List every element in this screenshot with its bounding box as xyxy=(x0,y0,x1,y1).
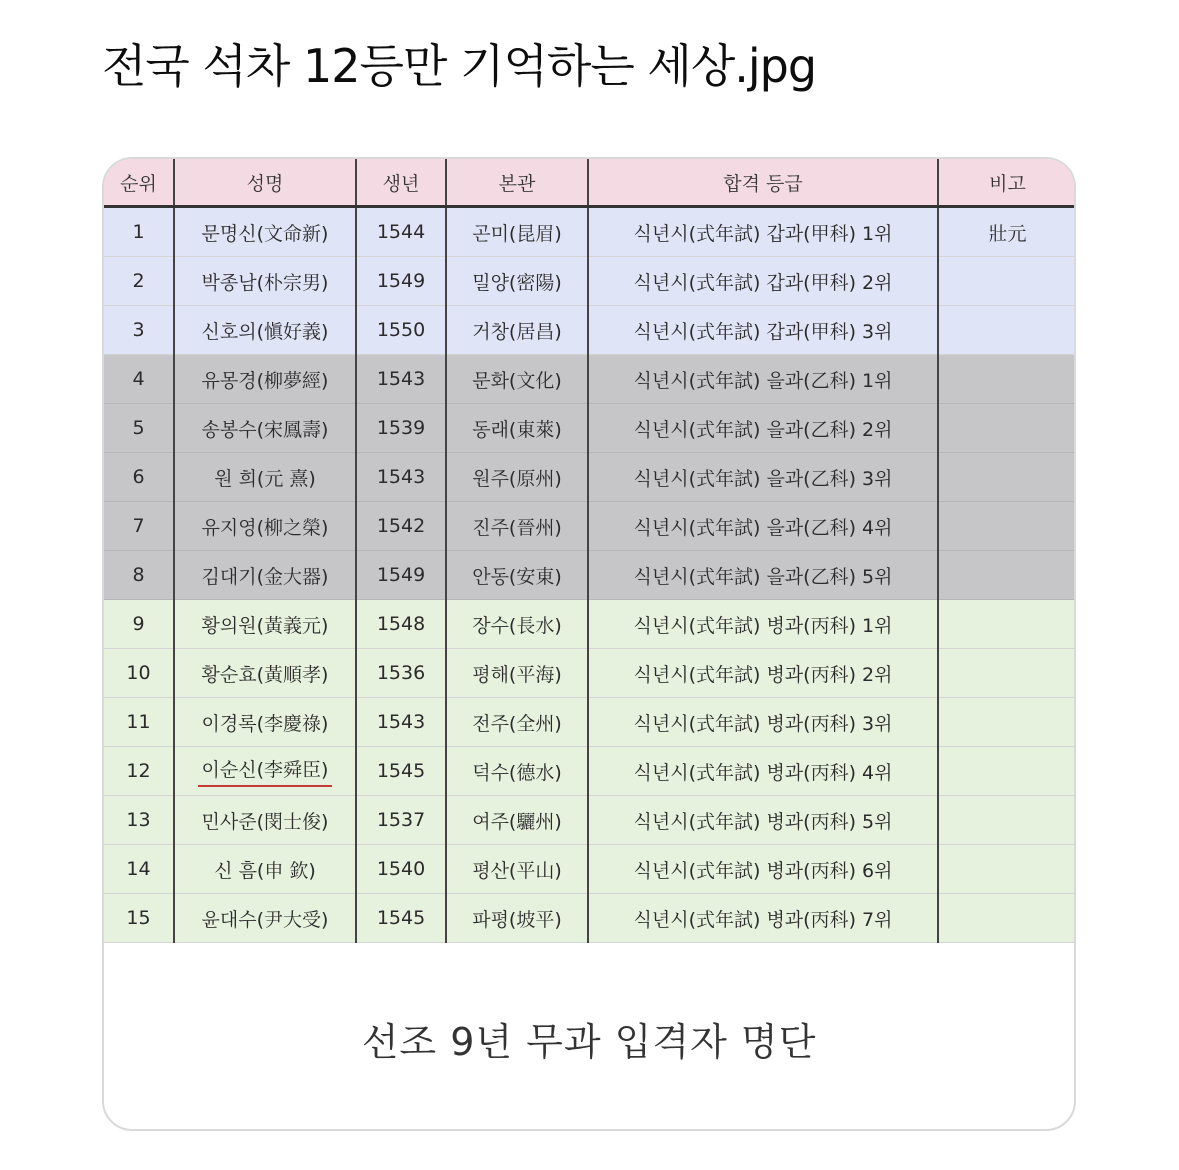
cell-name: 민사준(閔士俊) xyxy=(174,796,356,845)
table-row xyxy=(104,698,1076,747)
cell-rank: 2 xyxy=(104,257,174,306)
cell-note xyxy=(938,551,1076,600)
table-row xyxy=(104,747,1076,796)
cell-note xyxy=(938,453,1076,502)
cell-birth-year: 1549 xyxy=(356,257,446,306)
cell-rank: 1 xyxy=(104,207,174,257)
cell-grade: 식년시(式年試) 을과(乙科) 5위 xyxy=(588,551,938,600)
cell-birth-year: 1544 xyxy=(356,207,446,257)
cell-clan: 평산(平山) xyxy=(446,845,588,894)
header-birth-year: 생년 xyxy=(356,159,446,207)
cell-rank: 13 xyxy=(104,796,174,845)
table-row xyxy=(104,845,1076,894)
cell-note xyxy=(938,502,1076,551)
table-row xyxy=(104,796,1076,845)
table-row xyxy=(104,649,1076,698)
image-card[interactable] xyxy=(102,157,1076,1131)
table-body xyxy=(104,207,1076,943)
table-row xyxy=(104,207,1076,257)
cell-name: 황순효(黃順孝) xyxy=(174,649,356,698)
table-row xyxy=(104,502,1076,551)
cell-grade: 식년시(式年試) 을과(乙科) 1위 xyxy=(588,355,938,404)
header-name: 성명 xyxy=(174,159,356,207)
image-caption: 선조 9년 무과 입격자 명단 xyxy=(361,1020,817,1064)
cell-birth-year: 1536 xyxy=(356,649,446,698)
table-row xyxy=(104,404,1076,453)
cell-clan: 곤미(昆眉) xyxy=(446,207,588,257)
cell-clan: 동래(東萊) xyxy=(446,404,588,453)
cell-name xyxy=(174,747,356,796)
cell-rank: 15 xyxy=(104,894,174,943)
cell-clan: 파평(坡平) xyxy=(446,894,588,943)
cell-clan: 덕수(德水) xyxy=(446,747,588,796)
cell-grade: 식년시(式年試) 병과(丙科) 1위 xyxy=(588,600,938,649)
cell-clan: 장수(長水) xyxy=(446,600,588,649)
table-row xyxy=(104,306,1076,355)
cell-note xyxy=(938,257,1076,306)
cell-birth-year: 1542 xyxy=(356,502,446,551)
cell-note xyxy=(938,796,1076,845)
cell-name: 신호의(愼好義) xyxy=(174,306,356,355)
cell-rank: 11 xyxy=(104,698,174,747)
cell-grade: 식년시(式年試) 갑과(甲科) 1위 xyxy=(588,207,938,257)
cell-grade: 식년시(式年試) 을과(乙科) 4위 xyxy=(588,502,938,551)
cell-name: 유몽경(柳夢經) xyxy=(174,355,356,404)
cell-birth-year: 1545 xyxy=(356,894,446,943)
cell-rank: 5 xyxy=(104,404,174,453)
cell-rank: 12 xyxy=(104,747,174,796)
cell-note xyxy=(938,894,1076,943)
cell-note xyxy=(938,649,1076,698)
cell-name: 원 희(元 熹) xyxy=(174,453,356,502)
table-header-row xyxy=(104,159,1076,207)
cell-rank: 3 xyxy=(104,306,174,355)
cell-birth-year: 1539 xyxy=(356,404,446,453)
cell-birth-year: 1543 xyxy=(356,453,446,502)
table-row xyxy=(104,257,1076,306)
cell-name: 이경록(李慶祿) xyxy=(174,698,356,747)
cell-note xyxy=(938,306,1076,355)
cell-note: 壯元 xyxy=(938,207,1076,257)
cell-birth-year: 1549 xyxy=(356,551,446,600)
cell-name: 송봉수(宋鳳壽) xyxy=(174,404,356,453)
cell-grade: 식년시(式年試) 병과(丙科) 3위 xyxy=(588,698,938,747)
cell-note xyxy=(938,355,1076,404)
cell-birth-year: 1537 xyxy=(356,796,446,845)
cell-name: 문명신(文命新) xyxy=(174,207,356,257)
cell-clan: 원주(原州) xyxy=(446,453,588,502)
cell-note xyxy=(938,698,1076,747)
cell-rank: 8 xyxy=(104,551,174,600)
highlighted-name: 이순신(李舜臣) xyxy=(198,755,333,787)
cell-rank: 6 xyxy=(104,453,174,502)
cell-note xyxy=(938,845,1076,894)
cell-rank: 10 xyxy=(104,649,174,698)
cell-grade: 식년시(式年試) 병과(丙科) 5위 xyxy=(588,796,938,845)
cell-note xyxy=(938,600,1076,649)
cell-clan: 거창(居昌) xyxy=(446,306,588,355)
cell-note xyxy=(938,747,1076,796)
cell-birth-year: 1548 xyxy=(356,600,446,649)
cell-grade: 식년시(式年試) 갑과(甲科) 2위 xyxy=(588,257,938,306)
cell-name: 신 흠(申 欽) xyxy=(174,845,356,894)
cell-clan: 진주(晉州) xyxy=(446,502,588,551)
table-row xyxy=(104,551,1076,600)
cell-note xyxy=(938,404,1076,453)
cell-name: 윤대수(尹大受) xyxy=(174,894,356,943)
cell-grade: 식년시(式年試) 병과(丙科) 7위 xyxy=(588,894,938,943)
cell-name: 박종남(朴宗男) xyxy=(174,257,356,306)
cell-grade: 식년시(式年試) 을과(乙科) 2위 xyxy=(588,404,938,453)
cell-name: 김대기(金大器) xyxy=(174,551,356,600)
cell-birth-year: 1540 xyxy=(356,845,446,894)
table-row xyxy=(104,453,1076,502)
exam-roster-table xyxy=(104,159,1076,943)
cell-name: 황의원(黃義元) xyxy=(174,600,356,649)
cell-grade: 식년시(式年試) 병과(丙科) 6위 xyxy=(588,845,938,894)
cell-clan: 밀양(密陽) xyxy=(446,257,588,306)
cell-birth-year: 1545 xyxy=(356,747,446,796)
cell-rank: 7 xyxy=(104,502,174,551)
header-rank: 순위 xyxy=(104,159,174,207)
cell-clan: 문화(文化) xyxy=(446,355,588,404)
header-note: 비고 xyxy=(938,159,1076,207)
cell-rank: 4 xyxy=(104,355,174,404)
cell-rank: 9 xyxy=(104,600,174,649)
cell-birth-year: 1543 xyxy=(356,698,446,747)
cell-grade: 식년시(式年試) 을과(乙科) 3위 xyxy=(588,453,938,502)
header-grade: 합격 등급 xyxy=(588,159,938,207)
cell-clan: 전주(全州) xyxy=(446,698,588,747)
cell-grade: 식년시(式年試) 병과(丙科) 2위 xyxy=(588,649,938,698)
cell-birth-year: 1550 xyxy=(356,306,446,355)
table-row xyxy=(104,355,1076,404)
header-clan: 본관 xyxy=(446,159,588,207)
table-row xyxy=(104,894,1076,943)
cell-rank: 14 xyxy=(104,845,174,894)
post-title: 전국 석차 12등만 기억하는 세상.jpg xyxy=(102,39,817,93)
table-row xyxy=(104,600,1076,649)
cell-clan: 평해(平海) xyxy=(446,649,588,698)
cell-name: 유지영(柳之榮) xyxy=(174,502,356,551)
cell-birth-year: 1543 xyxy=(356,355,446,404)
cell-grade: 식년시(式年試) 병과(丙科) 4위 xyxy=(588,747,938,796)
cell-grade: 식년시(式年試) 갑과(甲科) 3위 xyxy=(588,306,938,355)
cell-clan: 안동(安東) xyxy=(446,551,588,600)
cell-clan: 여주(驪州) xyxy=(446,796,588,845)
